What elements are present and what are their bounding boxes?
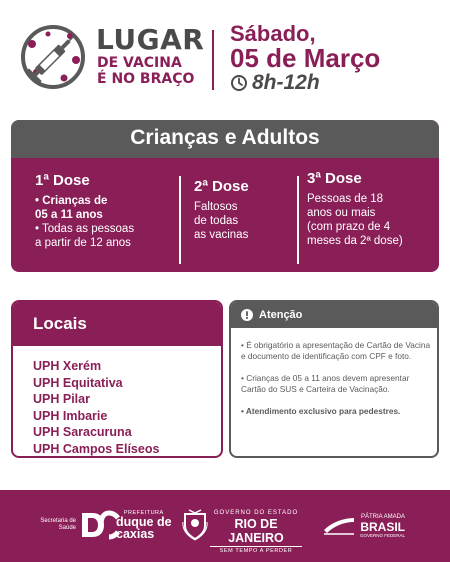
- dose-1-title: 1ª Dose: [35, 172, 90, 189]
- dose-separator-1: [179, 176, 181, 264]
- doses-panel: [11, 120, 439, 272]
- attention-title: Atenção: [259, 309, 303, 321]
- dose-2-line-3: as vacinas: [194, 229, 249, 241]
- list-item: UPH Saracuruna: [33, 425, 132, 439]
- health-secretariat-line-1: Secretaria de: [40, 518, 76, 524]
- list-item: UPH Imbarie: [33, 408, 108, 423]
- rio-state-text: [210, 510, 302, 555]
- locations-title: Locais: [33, 314, 87, 333]
- crest-icon: [182, 508, 208, 542]
- dose-3-line-2: anos ou mais: [307, 207, 376, 219]
- dose-1-line-2: 05 a 11 anos: [35, 209, 103, 221]
- dose-2-line-2: de todas: [194, 215, 239, 227]
- health-secretariat-label: [36, 518, 76, 532]
- attention-header: [231, 302, 437, 328]
- br-motto: PÁTRIA AMADA: [361, 514, 406, 520]
- attention-note-3: • Atendimento exclusivo para pedestres.: [241, 406, 401, 416]
- duque-de-caxias-text: [116, 510, 172, 540]
- attention-note-1: • É obrigatório a apresentação de Cartão de Vacina e documento de identificação com CPF e foto.: [241, 340, 431, 361]
- dose-1-line-3: • Todas as pessoas: [35, 223, 135, 235]
- flag-icon: [322, 514, 356, 536]
- event-day: Sábado,: [230, 21, 316, 46]
- attention-note-2: • Crianças de 05 a 11 anos devem apresentar Cartão do SUS e Carteira de Vacinação.: [241, 373, 410, 394]
- dc-logo-icon: [80, 510, 120, 540]
- list-item: UPH Pilar: [33, 392, 90, 406]
- locations-list: [33, 358, 159, 457]
- list-item: UPH Campos Elíseos: [33, 441, 160, 456]
- dose-3-title: 3ª Dose: [307, 170, 362, 187]
- dose-1-line-4: a partir de 12 anos: [35, 237, 131, 249]
- list-item: UPH Equitativa: [33, 375, 123, 390]
- rj-government: GOVERNO DO ESTADO: [213, 510, 299, 516]
- list-item: UPH Xerém: [33, 359, 102, 373]
- br-federal: GOVERNO FEDERAL: [360, 533, 406, 538]
- attention-body: [241, 340, 431, 428]
- dose-2-line-1: Faltosos: [194, 201, 238, 213]
- dose-3-line-4: meses da 2ª dose): [307, 235, 403, 247]
- rio-crest: [182, 508, 208, 542]
- rj-slogan: SEM TEMPO A PERDER: [210, 546, 302, 555]
- event-date: 05 de Março: [230, 43, 381, 73]
- dc-name-line-1: duque de: [116, 515, 172, 529]
- brazil-flag-logo: [322, 514, 356, 536]
- event-time-row: [230, 72, 320, 94]
- syringe-icon: [18, 22, 88, 92]
- header-divider: [212, 30, 214, 90]
- dose-2-title: 2ª Dose: [194, 178, 249, 195]
- brand-line-3: É NO BRAÇO: [97, 71, 195, 87]
- rj-name: RIO DE JANEIRO: [228, 517, 284, 545]
- dose-2: [194, 178, 284, 242]
- dose-1: [35, 172, 175, 250]
- alert-icon: [241, 309, 253, 321]
- brand-line-1: LUGAR: [96, 23, 205, 56]
- dc-name-line-2: caxias: [116, 527, 155, 541]
- dose-3-line-3: (com prazo de 4: [307, 221, 391, 233]
- dose-3-line-1: Pessoas de 18: [307, 193, 384, 205]
- health-secretariat-line-2: Saúde: [58, 525, 76, 531]
- attention-panel: [229, 300, 439, 458]
- dose-1-line-1: • Crianças de: [35, 195, 108, 207]
- dc-prefeitura: PREFEITURA: [123, 510, 164, 516]
- brand-line-2: DE VACINA: [97, 55, 182, 71]
- dose-separator-2: [297, 176, 299, 264]
- br-name: BRASIL: [360, 520, 406, 534]
- dose-3: [307, 170, 439, 248]
- doses-panel-title: Crianças e Adultos: [130, 126, 320, 149]
- clock-icon: [230, 74, 248, 92]
- event-time: 8h-12h: [252, 71, 320, 94]
- brazil-gov-text: [360, 514, 405, 539]
- vaccine-logo: [18, 22, 88, 92]
- duque-de-caxias-logo: [80, 510, 120, 540]
- locations-panel: [11, 300, 223, 458]
